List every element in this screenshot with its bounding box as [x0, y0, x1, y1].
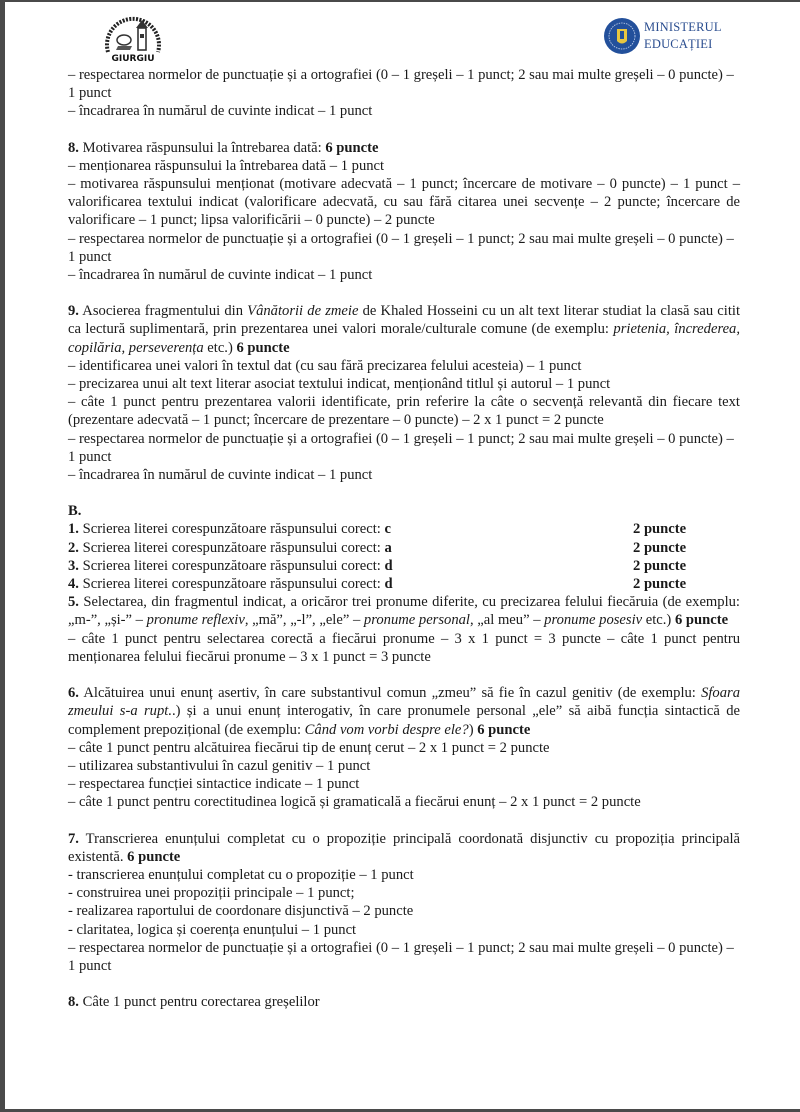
item-points: 6 puncte — [236, 339, 290, 356]
criterion-line: – câte 1 punct pentru selectarea corectă a fiecărui pronume – 3 x 1 punct = 3 puncte – câte 1 punct pentru menționarea felului fiecărui pronume – 3 x 1 punct = 3 puncte — [68, 630, 740, 665]
item-6-section-b — [68, 684, 740, 811]
item-heading: 5. Selectarea, din fragmentul indicat, a oricăror trei pronume diferite, cu precizarea felului fiecăruia (de exemplu: „m-”, „și-” – pronume reflexiv, „mă”, „-l”, „ele” – pronume personal, „al meu” – pronume posesiv etc.) 6 puncte — [68, 594, 740, 629]
continuation-line: – încadrarea în numărul de cuvinte indicat – 1 punct — [68, 103, 373, 120]
section-b — [68, 502, 740, 1011]
ministry-name-line-1: MINISTERUL — [644, 20, 722, 34]
item-points: 6 puncte — [477, 721, 531, 738]
item-heading: 6. Alcătuirea unui enunț asertiv, în care substantivul comun „zmeu” să fie în cazul genitiv (de exemplu: Sfoara zmeului s-a rupt..) și a unui enunț interogativ, în care pronumele personal „ele” să aibă funcția sintactică de complement prepozițional (de exemplu: Când vom vorbi despre ele?) 6 puncte — [68, 685, 740, 738]
answer-row-2: 2. Scrierea literei corespunzătoare răspunsului corect: a 2 puncte — [68, 539, 687, 556]
item-7-section-b — [68, 830, 740, 976]
criterion-line: – încadrarea în numărul de cuvinte indicat – 1 punct — [68, 467, 373, 484]
item-9-section-a — [68, 302, 740, 484]
answer-row-1: 1. Scrierea literei corespunzătoare răspunsului corect: c 2 puncte — [68, 521, 687, 538]
correct-answer: d — [384, 557, 393, 574]
ministry-name-line-2: EDUCAȚIEI — [644, 37, 713, 51]
item-heading: 7. Transcrierea enunțului completat cu o propoziție principală coordonată disjunctiv cu propoziția principală existentă. 6 puncte — [68, 830, 740, 865]
criterion-line: – încadrarea în numărul de cuvinte indicat – 1 punct — [68, 267, 373, 284]
item-8-section-b — [68, 993, 740, 1011]
ministry-of-education-logo — [603, 15, 722, 57]
criterion-line: – câte 1 punct pentru corectitudinea logică și gramaticală a fiecărui enunț – 2 x 1 punct = 2 puncte — [68, 794, 641, 811]
giurgiu-school-inspectorate-logo — [100, 12, 166, 64]
ministry-crest-icon — [603, 15, 641, 57]
criterion-line: – câte 1 punct pentru alcătuirea fiecărui tip de enunț cerut – 2 x 1 punct = 2 puncte — [68, 739, 550, 756]
section-heading: B. — [68, 503, 82, 520]
item-heading — [68, 139, 740, 157]
criterion-line: – respectarea funcției sintactice indicate – 1 punct — [68, 776, 360, 793]
book-title: Vânătorii de zmeie — [247, 303, 359, 320]
criterion-line: – respectarea normelor de punctuație și a ortografiei (0 – 1 greșeli – 1 punct; 2 sau mai multe greșeli – 0 puncte) – 1 punct — [68, 430, 734, 465]
criterion-line: - realizarea raportului de coordonare disjunctivă – 2 puncte — [68, 903, 414, 920]
criterion-line: – motivarea răspunsului menționat (motivare adecvată – 1 punct; încercare de motivare – 0 puncte) – 1 punct – valorificarea textului indicat (valorificare adecvată, cu sau fără citarea unei secvențe – 2 puncte; încercare de valorificare – 1 punct; lipsa valorificării – 0 puncte) – 2 puncte — [68, 176, 740, 229]
correct-answer: d — [384, 576, 393, 593]
examples: prietenia, încrederea, copilăria, perseverența — [68, 321, 740, 356]
correct-answer: a — [384, 539, 392, 556]
item-points: 6 puncte — [127, 848, 181, 865]
criterion-line: – respectarea normelor de punctuație și a ortografiei (0 – 1 greșeli – 1 punct; 2 sau mai multe greșeli – 0 puncte) – 1 punct — [68, 939, 734, 974]
item-number: 9. — [68, 303, 79, 320]
answer-points: 2 puncte — [633, 539, 687, 556]
answer-points: 2 puncte — [633, 557, 687, 574]
answer-row-3: 3. Scrierea literei corespunzătoare răspunsului corect: d 2 puncte — [68, 557, 687, 574]
answer-row-4: 4. Scrierea literei corespunzătoare răspunsului corect: d 2 puncte — [68, 576, 687, 593]
correct-answer: c — [384, 521, 391, 538]
item-points: 6 puncte — [325, 139, 379, 156]
answer-points: 2 puncte — [633, 521, 687, 538]
page-frame-left — [0, 0, 5, 1112]
criterion-line: - construirea unei propoziții principale – 1 punct; — [68, 885, 355, 902]
criterion-line: – menționarea răspunsului la întrebarea dată – 1 punct — [68, 157, 385, 174]
item-5-section-b — [68, 593, 740, 666]
criterion-line: – utilizarea substantivului în cazul genitiv – 1 punct — [68, 757, 371, 774]
criterion-line: – câte 1 punct pentru prezentarea valorii identificate, prin referire la câte o secvență relevantă din fiecare text (prezentare adecvată – 1 punct; încercare de prezentare – 0 puncte) – 2 x 1 punct = 2 puncte — [68, 394, 740, 429]
criterion-line: - claritatea, logica și coerența enunțului – 1 punct — [68, 921, 357, 938]
item-title: Motivarea răspunsului la întrebarea dată: — [78, 139, 326, 156]
item-points: 6 puncte — [674, 612, 729, 629]
criterion-line: – precizarea unui alt text literar asociat textului indicat, menționând titlul și autorul – 1 punct — [68, 376, 611, 393]
document-header — [0, 0, 800, 70]
svg-text:GIURGIU: GIURGIU — [111, 54, 155, 64]
item-heading: 9. Asocierea fragmentului din Vânătorii de zmeie de Khaled Hosseini cu un alt text literar studiat la clasă sau citit ca lectură suplimentară, prin prezentarea unei valori morale/culturale comune (de exemplu: prietenia, încrederea, copilăria, perseverența etc.) 6 puncte — [68, 303, 740, 356]
inspectorate-seal-icon — [100, 12, 166, 64]
scoring-document-body — [68, 66, 740, 1011]
answer-points: 2 puncte — [633, 576, 687, 593]
criterion-line: - transcrierea enunțului completat cu o propoziție – 1 punct — [68, 866, 414, 883]
item-heading: 8. Câte 1 punct pentru corectarea greșelilor — [68, 994, 320, 1011]
item-8-section-a — [68, 139, 740, 285]
item-number: 8. — [68, 139, 79, 156]
criterion-line: – identificarea unei valori în textul dat (cu sau fără precizarea felului acesteia) – 1 punct — [68, 357, 582, 374]
continuation-line: – respectarea normelor de punctuație și a ortografiei (0 – 1 greșeli – 1 punct; 2 sau mai multe greșeli – 0 puncte) – 1 punct — [68, 67, 734, 102]
ministry-name — [644, 19, 722, 53]
criterion-line: – respectarea normelor de punctuație și a ortografiei (0 – 1 greșeli – 1 punct; 2 sau mai multe greșeli – 0 puncte) – 1 punct — [68, 230, 734, 265]
